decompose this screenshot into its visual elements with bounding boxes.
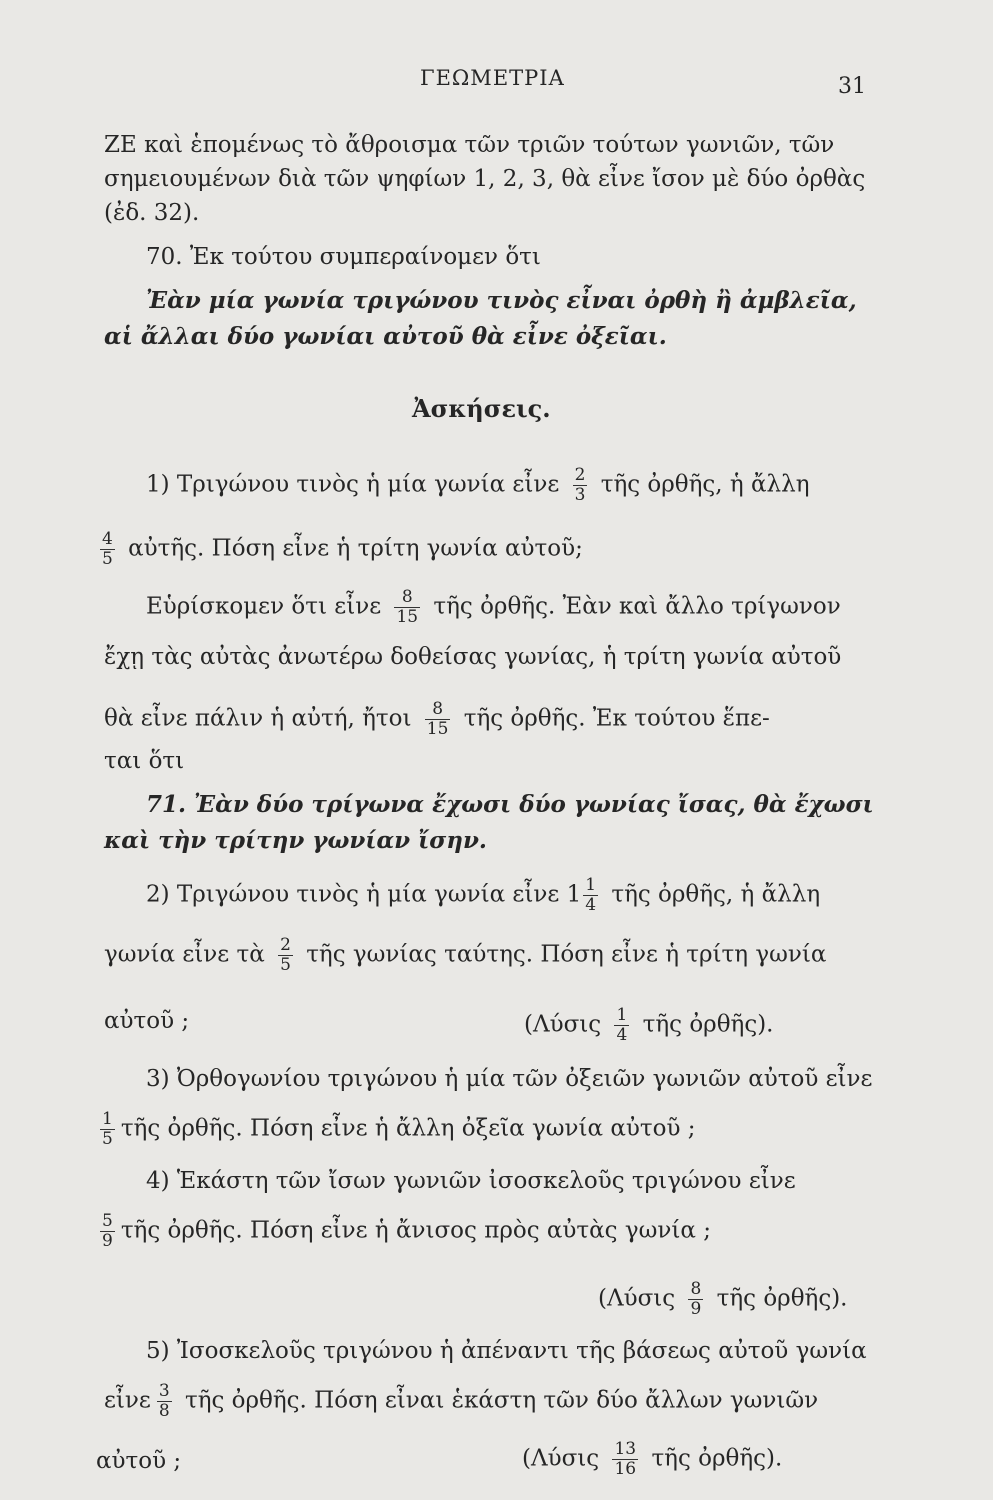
fraction: $\frac{2}{5}$ — [280, 935, 291, 975]
paragraph-70: 70. Ἐκ τούτου συμπεραίνομεν ὅτι — [146, 244, 541, 270]
solution: (Λύσις $\frac{8}{9}$ τῆς ὀρθῆς). — [598, 1279, 848, 1319]
exercise-1: ται ὅτι — [104, 748, 185, 774]
theorem-text: αἱ ἄλλαι δύο γωνίαι αὐτοῦ θὰ εἶνε ὀξεῖαι. — [104, 323, 667, 350]
fraction: $\frac{1}{4}$ — [616, 1005, 628, 1045]
exercise-2: αὐτοῦ ; — [104, 1008, 190, 1034]
exercise-4: 4) Ἑκάστη τῶν ἴσων γωνιῶν ἰσοσκελοῦς τριγώνου εἶνε — [146, 1168, 796, 1194]
section-heading: Ἀσκήσεις. — [412, 394, 551, 423]
fraction: $\frac{5}{9}$ — [102, 1211, 113, 1251]
running-title: ΓΕΩΜΕΤΡΙΑ — [420, 66, 565, 90]
exercise-5: αὐτοῦ ; — [96, 1448, 182, 1474]
fraction: $\frac{3}{8}$ — [158, 1381, 170, 1421]
page-header — [0, 66, 993, 98]
exercise-1: ἔχῃ τὰς αὐτὰς ἀνωτέρω δοθείσας γωνίας, ἡ τρίτη γωνία αὐτοῦ — [104, 644, 842, 670]
paragraph-71: 71. Ἐὰν δύο τρίγωνα ἔχωσι δύο γωνίας ἴσας, θὰ ἔχωσι — [146, 791, 874, 818]
exercise-4: $\frac{5}{9}$ τῆς ὀρθῆς. Πόση εἶνε ἡ ἄνισος πρὸς αὐτὰς γωνία ; — [102, 1211, 711, 1251]
exercise-5: 5) Ἰσοσκελοῦς τριγώνου ἡ ἀπέναντι τῆς βάσεως αὐτοῦ γωνία — [146, 1338, 867, 1364]
fraction: $\frac{8}{9}$ — [690, 1279, 702, 1319]
text-line: ΖΕ καὶ ἑπομένως τὸ ἄθροισμα τῶν τριῶν τούτων γωνιῶν, τῶν — [104, 132, 835, 158]
exercise-3: 3) Ὀρθογωνίου τριγώνου ἡ μία τῶν ὀξειῶν γωνιῶν αὐτοῦ εἶνε — [146, 1066, 873, 1092]
exercise-5: εἶνε $\frac{3}{8}$ τῆς ὀρθῆς. Πόση εἶναι ἑκάστη τῶν δύο ἄλλων γωνιῶν — [104, 1381, 819, 1421]
fraction: $\frac{1}{4}$ — [585, 875, 597, 915]
exercise-1: 1) Τριγώνου τινὸς ἡ μία γωνία εἶνε $\frac{2}{3}$ τῆς ὀρθῆς, ἡ ἄλλη — [146, 465, 810, 505]
exercise-1: Εὑρίσκομεν ὅτι εἶνε $\frac{8}{15}$ τῆς ὀρθῆς. Ἐὰν καὶ ἄλλο τρίγωνον — [146, 587, 841, 627]
fraction: $\frac{8}{15}$ — [426, 699, 449, 739]
exercise-1: θὰ εἶνε πάλιν ἡ αὐτή, ἤτοι $\frac{8}{15}$ τῆς ὀρθῆς. Ἐκ τούτου ἕπε- — [104, 699, 770, 739]
exercise-2: γωνία εἶνε τὰ $\frac{2}{5}$ τῆς γωνίας ταύτης. Πόση εἶνε ἡ τρίτη γωνία — [104, 935, 827, 975]
fraction: $\frac{13}{16}$ — [614, 1439, 637, 1479]
exercise-2: 2) Τριγώνου τινὸς ἡ μία γωνία εἶνε 1 $\frac{1}{4}$ τῆς ὀρθῆς, ἡ ἄλλη — [146, 875, 821, 915]
fraction: $\frac{2}{3}$ — [574, 465, 586, 505]
theorem-text: Ἐὰν μία γωνία τριγώνου τινὸς εἶναι ὀρθὴ ἢ ἀμβλεῖα, — [146, 287, 857, 314]
solution: (Λύσις $\frac{1}{4}$ τῆς ὀρθῆς). — [524, 1005, 774, 1045]
exercise-3: $\frac{1}{5}$ τῆς ὀρθῆς. Πόση εἶνε ἡ ἄλλη ὀξεῖα γωνία αὐτοῦ ; — [102, 1109, 696, 1149]
text-line: σημειουμένων διὰ τῶν ψηφίων 1, 2, 3, θὰ εἶνε ἴσον μὲ δύο ὀρθὰς — [104, 166, 866, 192]
fraction: $\frac{4}{5}$ — [102, 529, 113, 569]
page-number: 31 — [838, 74, 866, 99]
fraction: $\frac{8}{15}$ — [396, 587, 419, 627]
paragraph-71: καὶ τὴν τρίτην γωνίαν ἴσην. — [104, 827, 487, 854]
fraction: $\frac{1}{5}$ — [102, 1109, 113, 1149]
solution: (Λύσις $\frac{13}{16}$ τῆς ὀρθῆς). — [522, 1439, 783, 1479]
exercise-1: $\frac{4}{5}$ αὐτῆς. Πόση εἶνε ἡ τρίτη γωνία αὐτοῦ; — [102, 529, 583, 569]
text-line: (ἐδ. 32). — [104, 200, 200, 226]
